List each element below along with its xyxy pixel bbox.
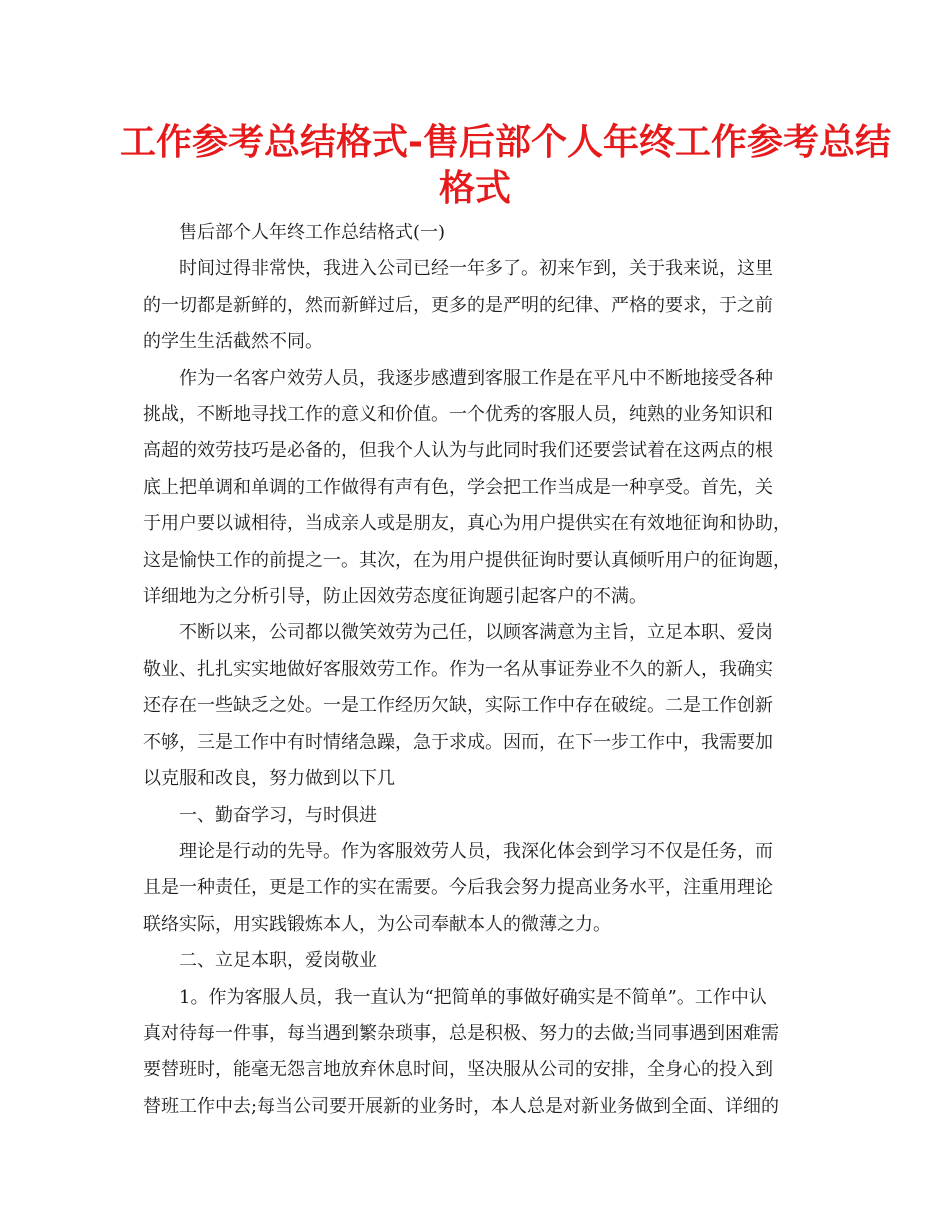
paragraph-line: 敬业、扎扎实实地做好客服效劳工作。作为一名从事证券业不久的新人，我确实 xyxy=(143,658,773,680)
paragraph-line: 要替班时，能毫无怨言地放弃休息时间，坚决服从公司的安排，全身心的投入到 xyxy=(143,1059,773,1081)
paragraph xyxy=(143,361,811,616)
paragraph-line: 替班工作中去;每当公司要开展新的业务时，本人总是对新业务做到全面、详细的 xyxy=(143,1095,780,1117)
title-line-1: 工作参考总结格式-售后部个人年终工作参考总结 xyxy=(120,122,891,163)
paragraph xyxy=(143,943,811,979)
paragraph-line: 详细地为之分析引导，防止因效劳态度征询题引起客户的不满。 xyxy=(143,586,647,608)
paragraph-line: 联络实际，用实践锻炼本人，为公司奉献本人的微薄之力。 xyxy=(143,913,611,935)
paragraph xyxy=(143,798,811,834)
paragraph-line: 作为一名客户效劳人员，我逐步感遭到客服工作是在平凡中不断地接受各种 xyxy=(179,367,773,389)
paragraph-line: 的一切都是新鲜的，然而新鲜过后，更多的是严明的纪律、严格的要求，于之前 xyxy=(143,294,773,316)
title-line-2: 格式 xyxy=(438,168,511,209)
paragraph-line: 高超的效劳技巧是必备的，但我个人认为与此同时我们还要尝试着在这两点的根 xyxy=(143,440,773,462)
document-title xyxy=(120,120,891,212)
paragraph xyxy=(143,834,811,943)
paragraph-line: 理论是行动的先导。作为客服效劳人员，我深化体会到学习不仅是任务，而 xyxy=(179,840,773,862)
document-body xyxy=(143,215,811,1125)
paragraph-line: 的学生生活截然不同。 xyxy=(143,331,323,353)
paragraph-line: 这是愉快工作的前提之一。其次，在为用户提供征询时要认真倾听用户的征询题， xyxy=(143,549,791,571)
paragraph-line: 一、勤奋学习，与时俱进 xyxy=(179,804,377,826)
paragraph-line: 以克服和改良，努力做到以下几 xyxy=(143,768,395,790)
paragraph-line: 真对待每一件事，每当遇到繁杂琐事，总是积极、努力的去做;当同事遇到困难需 xyxy=(143,1022,780,1044)
paragraph-line: 二、立足本职，爱岗敬业 xyxy=(179,950,377,972)
paragraph-line: 时间过得非常快，我进入公司已经一年多了。初来乍到，关于我来说，这里 xyxy=(179,258,773,280)
paragraph-line: 于用户要以诚相待，当成亲人或是朋友，真心为用户提供实在有效地征询和协助， xyxy=(143,513,791,535)
paragraph xyxy=(143,980,811,1126)
paragraph-line: 不断以来，公司都以微笑效劳为己任，以顾客满意为主旨，立足本职、爱岗 xyxy=(179,622,773,644)
paragraph xyxy=(143,615,811,797)
paragraph-line: 还存在一些缺乏之处。一是工作经历欠缺，实际工作中存在破绽。二是工作创新 xyxy=(143,695,773,717)
paragraph-line: 挑战，不断地寻找工作的意义和价值。一个优秀的客服人员，纯熟的业务知识和 xyxy=(143,404,773,426)
section-subtitle: 售后部个人年终工作总结格式(一) xyxy=(179,222,446,243)
paragraph-line: 1。作为客服人员，我一直认为“把简单的事做好确实是不简单”。工作中认 xyxy=(179,986,767,1008)
paragraph xyxy=(143,251,811,360)
paragraph-list xyxy=(143,251,811,1125)
paragraph-line: 不够，三是工作中有时情绪急躁，急于求成。因而，在下一步工作中，我需要加 xyxy=(143,731,773,753)
paragraph-line: 且是一种责任，更是工作的实在需要。今后我会努力提高业务水平，注重用理论 xyxy=(143,877,773,899)
paragraph-line: 底上把单调和单调的工作做得有声有色，学会把工作当成是一种享受。首先，关 xyxy=(143,476,773,498)
